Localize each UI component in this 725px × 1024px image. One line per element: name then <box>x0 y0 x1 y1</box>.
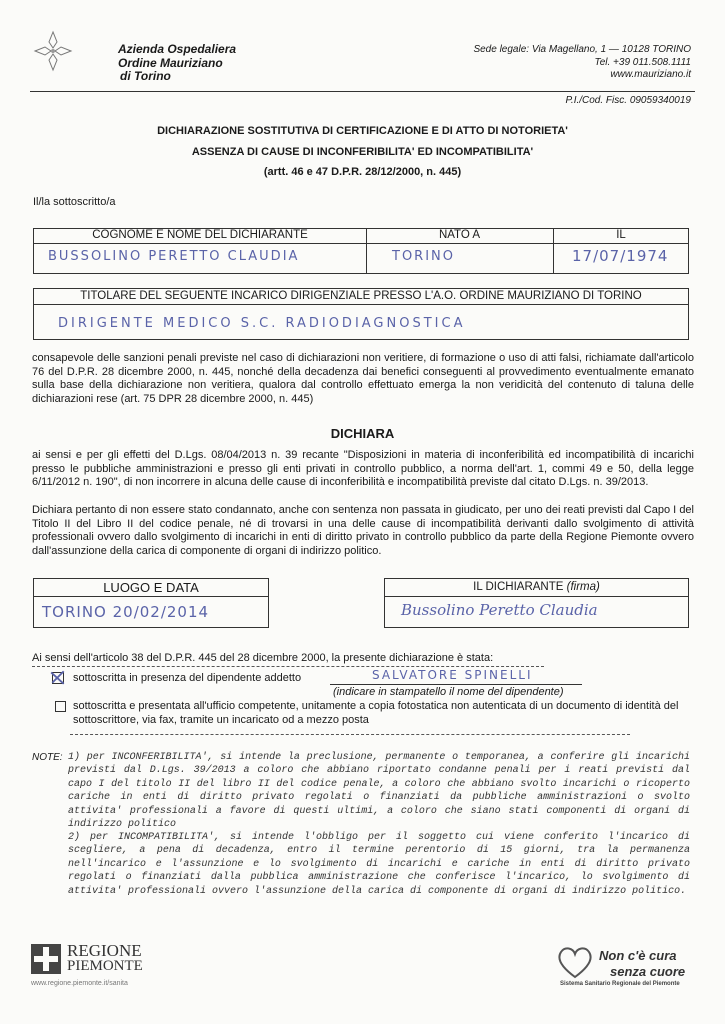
notes-label: NOTE: <box>32 752 63 763</box>
declarant-table <box>33 228 689 274</box>
staff-name-underline <box>330 684 582 685</box>
signature-box <box>384 578 689 628</box>
note-1: 1) per INCONFERIBILITA', si intende la preclusione, permanente o temporanea, a conferire gli incarichi previsti dal D.Lgs. 39/2013 a coloro che abbiano riportato condanne penali per i reati previsti dal capo I del titolo II del libro II del codice penale, a coloro che abbiano svolto incarichi o ricoperto cariche in enti di diritto privato regolati o finanziati da pubbliche amministrazioni o svolto attivita' professionali a favore di questi ultimi, a coloro che siano stati componenti di organi di indirizzo politico <box>68 752 690 831</box>
declarant-table-header-rule <box>34 243 688 244</box>
dichiara-heading: DICHIARA <box>330 426 395 441</box>
signature-header-label: IL DICHIARANTE <box>473 581 564 593</box>
signature-header <box>385 581 688 593</box>
declarant-name-field[interactable]: BUSSOLINO PERETTO CLAUDIA <box>48 249 300 264</box>
surname-name-header: COGNOME E NOME DEL DICHIARANTE <box>92 229 308 241</box>
dichiara-paragraph-2: Dichiara pertanto di non essere stato condannato, anche con sentenza non passata in giudicato, per uno dei reati previsti dal Capo I del Titolo II del Libro II del codice penale, né di trovarsi in una delle cause di incompatibilità derivanti dallo svolgimento di attività professionali ovvero dallo svolgimento di incarichi in enti di diritto privato in controllo pubblico da parte della Regione Piemonte ovvero dall'assunzione della carica di componente di organi di indirizzo politico. <box>32 504 694 557</box>
option2-label: sottoscritta e presentata all'ufficio competente, unitamente a copia fotostatica non autenticata di un documento di identità del sottoscrittore, via fax, tramite un incaricato od a mezzo posta <box>73 700 679 726</box>
birthplace-field[interactable]: TORINO <box>392 249 455 264</box>
signature-field[interactable]: Bussolino Peretto Claudia <box>401 601 598 619</box>
seat-phone: Tel. +39 011.508.1111 <box>594 56 691 68</box>
birthplace-header: NATO A <box>438 229 481 241</box>
option1-checkbox[interactable] <box>52 672 64 684</box>
document-title-line-3: (artt. 46 e 47 D.P.R. 28/12/2000, n. 445) <box>263 166 462 178</box>
seat-website: www.mauriziano.it <box>610 69 691 80</box>
appointment-box <box>33 288 689 340</box>
legal-seat <box>473 44 691 82</box>
signature-header-rule <box>385 596 688 597</box>
dichiara-paragraph-1: ai sensi e per gli effetti del D.Lgs. 08/04/2013 n. 39 recante "Disposizioni in materia di inconferibilità ed incompatibilità di incarichi presso le pubbliche amministrazioni e presso gli enti privati in controllo pubblico, a norma dell'art. 1, commi 49 e 50, della legge 6/11/2012 n. 190", di non incorrere in alcuna delle cause di inconferibilità e incompatibilità previste dal citato D.Lgs. n. 39/2013. <box>32 449 694 489</box>
regione-emblem-icon <box>31 944 61 974</box>
staff-name-field[interactable]: SALVATORE SPINELLI <box>372 668 533 682</box>
regione-line-2: PIEMONTE <box>67 958 143 974</box>
heart-icon <box>555 944 595 980</box>
staff-name-hint: (indicare in stampatello il nome del dipendente) <box>333 686 564 698</box>
birthdate-field[interactable]: 17/07/1974 <box>572 247 669 265</box>
org-line-1: Azienda Ospedaliera <box>118 42 237 56</box>
check-mark-icon <box>50 669 66 685</box>
appointment-field[interactable]: DIRIGENTE MEDICO S.C. RADIODIAGNOSTICA <box>58 316 466 331</box>
header-divider <box>30 91 695 92</box>
regione-line-1: REGIONE <box>67 941 142 960</box>
presentation-intro: Ai sensi dell'articolo 38 del D.P.R. 445 del 28 dicembre 2000, la presente dichiarazione è stata: <box>32 652 494 664</box>
document-title-line-1: DICHIARAZIONE SOSTITUTIVA DI CERTIFICAZIONE E DI ATTO DI NOTORIETA' <box>157 125 568 137</box>
vat-code: P.I./Cod. Fisc. 09059340019 <box>565 95 691 106</box>
place-date-header-rule <box>34 596 268 597</box>
appointment-header-rule <box>34 304 688 305</box>
place-date-header: LUOGO E DATA <box>103 580 199 595</box>
seat-address: Sede legale: Via Magellano, 1 — 10128 TORINO <box>473 44 691 55</box>
org-line-3: di Torino <box>120 69 171 83</box>
note-2: 2) per INCOMPATIBILITA', si intende l'obbligo per il soggetto cui viene conferito l'incarico di scegliere, a pena di decadenza, entro il termine perentorio di 15 giorni, tra la permanenza nell'incarico e l'assunzione e lo svolgimento di incarichi e cariche in enti di diritto privato regolati o finanziati dalla pubblica amministrazione che conferisce l'incarico, lo svolgimento di attivita' professionali ovvero l'assunzione della carica di componente di organi di indirizzo politico. <box>68 832 690 897</box>
org-line-2: Ordine Mauriziano <box>118 55 223 70</box>
regione-url: www.regione.piemonte.it/sanita <box>31 980 128 987</box>
place-date-field[interactable]: TORINO 20/02/2014 <box>42 603 210 621</box>
signature-header-note: (firma) <box>566 581 600 593</box>
birthdate-header: IL <box>616 229 626 241</box>
organization-name <box>118 43 236 84</box>
option2-rule <box>70 734 630 735</box>
presentation-intro-rule <box>32 666 544 667</box>
ssr-label: Sistema Sanitario Regionale del Piemonte <box>560 981 680 987</box>
document-title-line-2: ASSENZA DI CAUSE DI INCONFERIBILITA' ED INCOMPATIBILITA' <box>191 146 534 158</box>
option2-checkbox[interactable] <box>55 701 66 712</box>
awareness-paragraph: consapevole delle sanzioni penali previste nel caso di dichiarazioni non veritiere, di formazione o uso di atti falsi, richiamate dall'articolo 76 del D.P.R. 28 dicembre 2000, n. 445, nonché della decadenza dai benefici conseguenti al provvedimento eventualmente emanato sulla base della dichiarazione non veritiera, qualora dal controllo effettuato emerga la non veridicità del contenuto di taluna delle dichiarazioni rese (art. 75 DPR 28 dicembre 2000, n. 445) <box>32 352 694 405</box>
appointment-header: TITOLARE DEL SEGUENTE INCARICO DIRIGENZIALE PRESSO L'A.O. ORDINE MAURIZIANO DI TORINO <box>80 290 642 302</box>
slogan-line-2: senza cuore <box>610 964 686 979</box>
slogan-line-1: Non c'è cura <box>599 948 677 963</box>
intro-text: Il/la sottoscritto/a <box>33 196 116 208</box>
place-date-box <box>33 578 269 628</box>
mauriziano-cross-logo <box>32 28 74 74</box>
option1-label: sottoscritta in presenza del dipendente addetto <box>73 672 302 684</box>
